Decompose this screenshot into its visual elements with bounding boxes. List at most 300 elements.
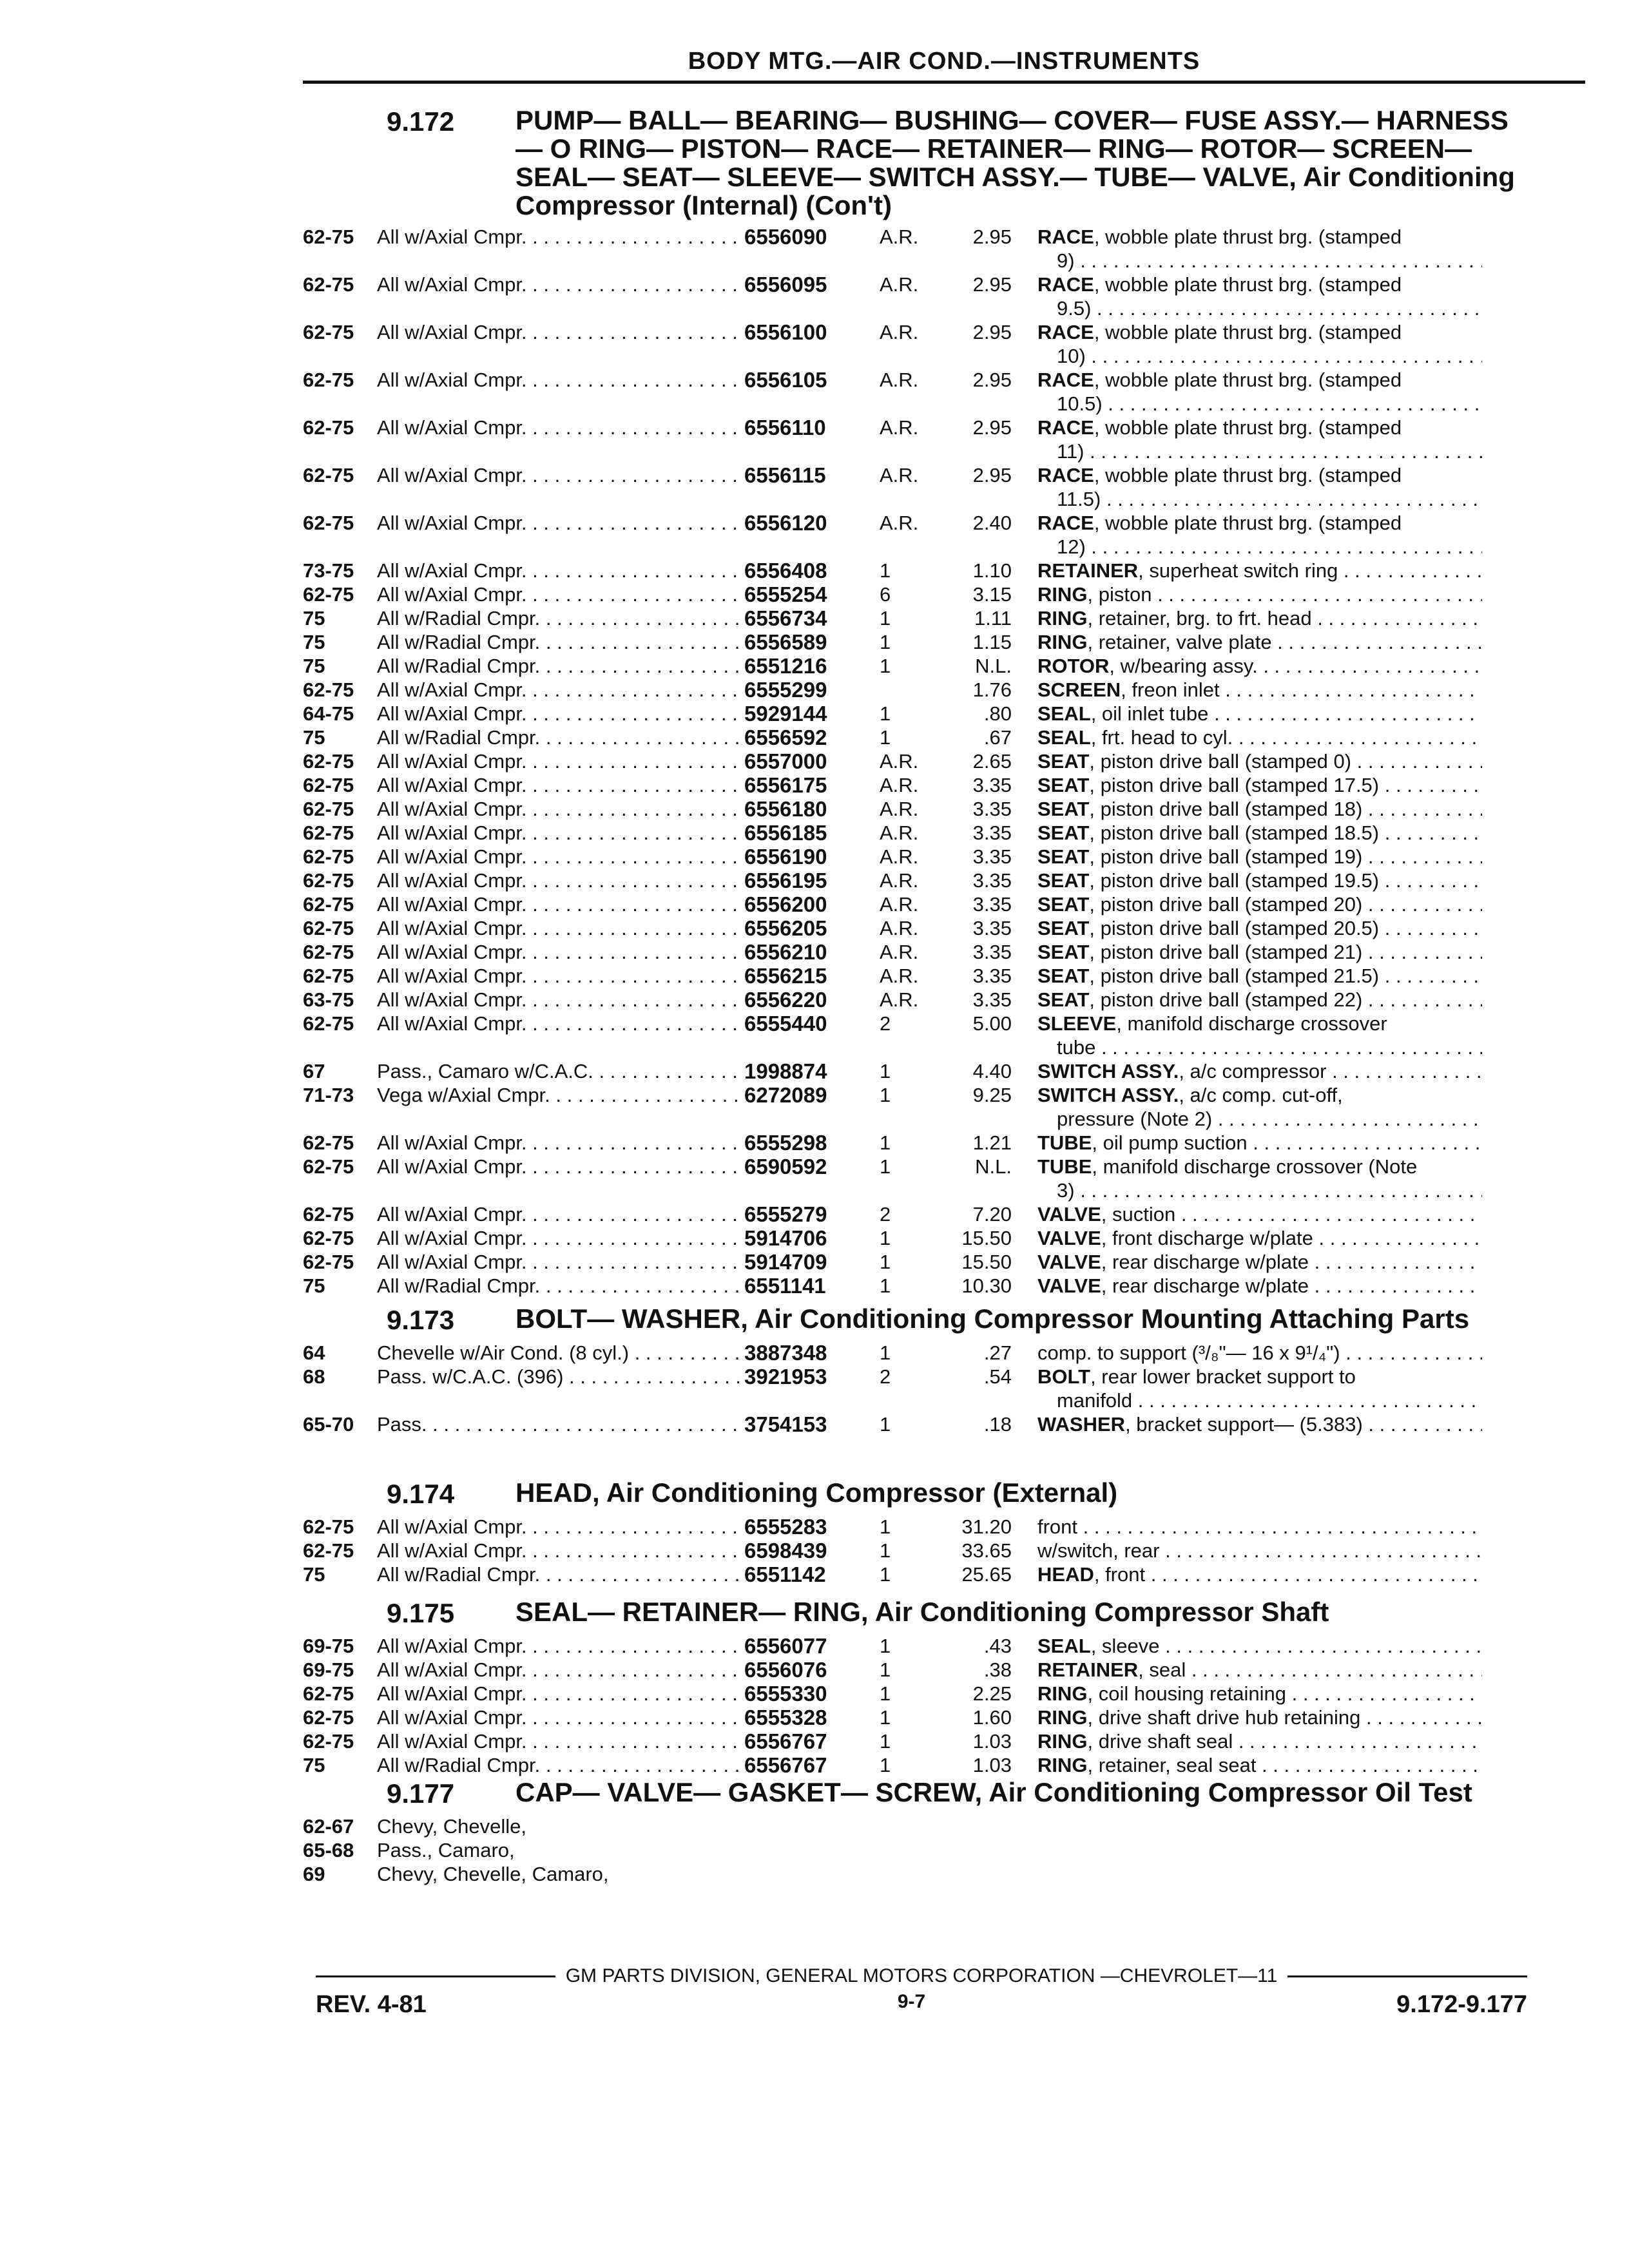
price [931,1862,1037,1886]
part-number: 6556592 [744,726,827,749]
model-years: 62-75 [303,583,354,606]
description-continuation: pressure (Note 2) . . . [1037,1107,1482,1131]
section-number: 9.174 [387,1479,455,1509]
model-application: All w/Radial Cmpr. . . . [377,1562,744,1586]
part-description [1037,273,1482,320]
description-continuation: 10.5) . . . [1037,392,1482,416]
model-years: 62-75 [303,750,354,773]
part-name: VALVE [1037,1274,1101,1297]
model-years: 62-75 [303,917,354,939]
model-application: All w/Radial Cmpr. . . . [377,1753,744,1777]
description-line [1037,512,1402,534]
model-application: Pass., Camaro, [377,1839,515,1861]
part-detail: , freon inlet [1121,678,1220,701]
part-description [1037,1250,1482,1274]
description-continuation: 12) . . . [1037,535,1482,559]
model-years: 75 [303,1754,325,1776]
part-name: SEAT [1037,845,1090,868]
part-row [303,1012,1521,1059]
model-application: Pass., Camaro w/C.A.C. . . . [377,1059,744,1083]
description-line [1037,1084,1343,1106]
part-description [1037,869,1482,892]
model-application: All w/Axial Cmpr. . . . [377,702,744,726]
part-number: 6557000 [744,749,827,773]
part-number: 5914709 [744,1250,827,1274]
part-name: BOLT [1037,1365,1091,1388]
price: 3.35 [972,774,1012,796]
price: 31.20 [961,1515,1012,1538]
quantity: A.R. [880,988,919,1011]
quantity [880,1814,931,1838]
price: .18 [983,1413,1012,1436]
part-number: 6555299 [744,678,827,702]
part-name: SLEEVE [1037,1012,1117,1035]
part-description [1037,702,1482,726]
model-application: All w/Axial Cmpr. . . . [377,797,744,821]
part-row [303,1226,1521,1250]
model-application: All w/Axial Cmpr. . . . [377,1131,744,1155]
parts-list [303,1634,1521,1777]
part-detail: , wobble plate thrust brg. (stamped [1094,226,1402,248]
part-number: 6556205 [744,916,827,940]
description-line [1037,1341,1482,1364]
description-line [1037,822,1482,844]
description-line [1037,1539,1482,1562]
part-description [1037,368,1482,416]
description-line [1037,965,1482,987]
part-number: 6598439 [744,1539,827,1562]
part-number: 6556734 [744,606,827,630]
part-detail: , wobble plate thrust brg. (stamped [1094,416,1402,439]
model-years: 62-75 [303,369,354,391]
part-number: 6556185 [744,821,827,845]
model-years: 62-75 [303,1012,354,1035]
model-application: All w/Axial Cmpr. . . . [377,225,744,273]
model-years: 68 [303,1365,325,1388]
part-name: VALVE [1037,1227,1101,1249]
parts-list [303,1515,1521,1586]
quantity: 1 [880,726,891,749]
model-years: 75 [303,655,325,677]
part-row [303,988,1521,1012]
part-description [1037,1658,1482,1682]
price: 3.35 [972,869,1012,892]
part-row [303,892,1521,916]
model-application: All w/Axial Cmpr. . . . [377,892,744,916]
part-name: RACE [1037,226,1094,248]
part-description [1037,1814,1482,1838]
description-line [1037,1658,1482,1681]
part-row [303,964,1521,988]
quantity: A.R. [880,416,919,439]
part-row [303,1862,1521,1886]
price: 33.65 [961,1539,1012,1562]
catalog-section [303,1479,1521,1586]
part-row [303,1634,1521,1658]
part-name: ROTOR [1037,655,1110,677]
part-row [303,940,1521,964]
quantity: 1 [880,1060,891,1082]
part-detail: , piston drive ball (stamped 18.5) [1089,822,1380,844]
model-application: All w/Axial Cmpr. . . . [377,273,744,320]
price: N.L. [975,1155,1012,1178]
description-line [1037,1131,1482,1154]
price: 15.50 [961,1227,1012,1249]
quantity: A.R. [880,321,919,343]
section-title: SEAL— RETAINER— RING, Air Conditioning Compressor Shaft [516,1597,1329,1627]
part-name: RACE [1037,464,1094,486]
part-description [1037,1862,1482,1886]
part-row [303,1753,1521,1777]
part-detail: , piston drive ball (stamped 18) [1089,798,1363,820]
part-name: SEAT [1037,774,1090,796]
quantity: 1 [880,1413,891,1436]
model-application: All w/Axial Cmpr. . . . [377,749,744,773]
price: 2.95 [972,369,1012,391]
model-years: 62-75 [303,1227,354,1249]
part-detail: , seal [1138,1658,1186,1681]
model-application: All w/Axial Cmpr. . . . [377,1634,744,1658]
quantity: 2 [880,1365,891,1388]
model-years: 62-75 [303,678,354,701]
model-application: Pass. w/C.A.C. (396) . . . [377,1365,744,1412]
price: 2.40 [972,512,1012,534]
section-number: 9.177 [387,1778,455,1809]
part-row [303,821,1521,845]
part-name: RACE [1037,369,1094,391]
part-detail: , retainer, seal seat [1087,1754,1257,1776]
quantity: A.R. [880,774,919,796]
description-continuation: 11.5) . . . [1037,487,1482,511]
quantity: A.R. [880,845,919,868]
model-application: All w/Radial Cmpr. . . . [377,1274,744,1298]
part-detail: , piston [1087,583,1152,606]
footer-rule-left [316,1975,555,1977]
description-line [1037,750,1482,773]
part-row [303,320,1521,368]
model-application: All w/Radial Cmpr. . . . [377,630,744,654]
description-line [1037,1251,1482,1273]
part-detail: , front [1094,1563,1146,1586]
description-line [1037,798,1482,820]
quantity: A.R. [880,512,919,534]
part-description [1037,892,1482,916]
quantity: 1 [880,1341,891,1364]
part-number: 6555254 [744,582,827,606]
description-line [1037,416,1402,439]
part-detail: , piston drive ball (stamped 21) [1089,941,1363,963]
part-number: 3754153 [744,1412,827,1436]
part-row [303,606,1521,630]
part-name: VALVE [1037,1203,1101,1225]
part-description [1037,1202,1482,1226]
catalog-section [303,106,1521,1298]
model-years: 62-75 [303,1706,354,1729]
part-name: HEAD [1037,1563,1094,1586]
description-line [1037,273,1402,296]
part-description [1037,559,1482,582]
part-name: RING [1037,1706,1088,1729]
model-application: All w/Axial Cmpr. . . . [377,678,744,702]
description-line [1037,1012,1387,1035]
part-description [1037,1226,1482,1250]
part-detail: , rear discharge w/plate [1101,1274,1309,1297]
model-years: 62-75 [303,1730,354,1753]
model-application: All w/Axial Cmpr. . . . [377,916,744,940]
part-name: SWITCH ASSY. [1037,1060,1179,1082]
model-application: All w/Axial Cmpr. . . . [377,1012,744,1059]
part-number: 5914706 [744,1226,827,1250]
model-application: All w/Axial Cmpr. . . . [377,1226,744,1250]
description-line [1037,988,1482,1011]
description-continuation: 9.5) . . . [1037,296,1482,320]
quantity: 1 [880,1658,891,1681]
section-title: BOLT— WASHER, Air Conditioning Compressor Mounting Attaching Parts [516,1303,1470,1334]
part-name: SEAT [1037,941,1090,963]
price: 25.65 [961,1563,1012,1586]
part-row [303,559,1521,582]
part-row [303,845,1521,869]
part-number: 6556195 [744,869,827,892]
part-row [303,1155,1521,1202]
part-description [1037,726,1482,749]
price: .27 [983,1341,1012,1364]
part-number: 6556090 [744,225,827,249]
part-number: 3887348 [744,1341,827,1365]
price: 2.25 [972,1682,1012,1705]
part-number: 6556190 [744,845,827,869]
model-application: All w/Axial Cmpr. . . . [377,1202,744,1226]
section-heading [303,106,1521,220]
quantity: 1 [880,1682,891,1705]
section-heading [303,1598,1521,1629]
part-description [1037,654,1482,678]
description-line [1037,1730,1482,1753]
part-row [303,1562,1521,1586]
quantity: 1 [880,1515,891,1538]
part-description [1037,749,1482,773]
part-row [303,726,1521,749]
part-detail: , sleeve [1090,1635,1160,1657]
model-application: All w/Axial Cmpr. . . . [377,463,744,511]
model-years: 62-75 [303,512,354,534]
description-continuation: manifold . . . [1037,1389,1482,1412]
footer-text: GM PARTS DIVISION, GENERAL MOTORS CORPORATION —CHEVROLET—11 [565,1965,1278,1986]
part-number: 6556408 [744,559,827,582]
page-header [303,48,1585,84]
part-detail: , oil pump suction [1092,1131,1248,1154]
part-number: 6555298 [744,1131,827,1155]
section-title: CAP— VALVE— GASKET— SCREW, Air Conditioning Compressor Oil Test [516,1777,1472,1807]
part-detail: , piston drive ball (stamped 21.5) [1089,965,1380,987]
part-row [303,273,1521,320]
part-description [1037,1515,1482,1539]
model-years: 75 [303,1274,325,1297]
part-description [1037,1274,1482,1298]
part-number: 6555330 [744,1682,827,1706]
part-name: SEAL [1037,726,1091,749]
part-description [1037,630,1482,654]
part-detail: , wobble plate thrust brg. (stamped [1094,512,1402,534]
model-application: All w/Axial Cmpr. . . . [377,773,744,797]
part-description [1037,511,1482,559]
quantity: 6 [880,583,891,606]
section-title: HEAD, Air Conditioning Compressor (External) [516,1477,1118,1508]
part-detail: w/switch, rear [1037,1539,1160,1562]
description-line [1037,678,1482,701]
quantity: A.R. [880,369,919,391]
footer-rule-right [1287,1975,1527,1977]
model-years: 75 [303,631,325,653]
catalog-section [303,1778,1521,1886]
part-description [1037,821,1482,845]
price: .67 [983,726,1012,749]
quantity: A.R. [880,226,919,248]
quantity: 1 [880,1563,891,1586]
model-years: 64 [303,1341,325,1364]
part-detail: , suction [1101,1203,1176,1225]
part-name: RING [1037,1730,1088,1753]
part-number: 6556076 [744,1658,827,1682]
description-line [1037,369,1402,391]
description-continuation: 9) . . . [1037,249,1482,273]
part-number: 6551141 [744,1274,826,1298]
price: 1.15 [972,631,1012,653]
part-name: RING [1037,1682,1088,1705]
part-number: 6556220 [744,988,827,1012]
quantity: 1 [880,1155,891,1178]
part-row [303,1658,1521,1682]
price: 3.35 [972,917,1012,939]
part-number: 6556589 [744,630,827,654]
model-application: All w/Axial Cmpr. . . . [377,416,744,463]
part-detail: , w/bearing assy. [1109,655,1258,677]
model-application: All w/Axial Cmpr. . . . [377,368,744,416]
model-years: 62-75 [303,798,354,820]
quantity: 1 [880,1754,891,1776]
part-detail: , piston drive ball (stamped 22) [1089,988,1363,1011]
part-description [1037,1634,1482,1658]
section-range: 9.172-9.177 [1396,1991,1527,2018]
model-years: 62-67 [303,1815,354,1838]
catalog-section [303,1305,1521,1436]
part-name: SEAT [1037,750,1090,773]
part-detail: , wobble plate thrust brg. (stamped [1094,464,1402,486]
part-row [303,916,1521,940]
model-application: Chevelle w/Air Cond. (8 cyl.) . . . [377,1341,744,1365]
model-application: All w/Axial Cmpr. . . . [377,821,744,845]
model-years: 62-75 [303,893,354,916]
part-name: RING [1037,1754,1088,1776]
catalog-section [303,1598,1521,1777]
part-row [303,1202,1521,1226]
model-years: 69 [303,1863,325,1885]
part-detail: , manifold discharge crossover [1116,1012,1387,1035]
part-number: 3921953 [744,1365,827,1389]
part-row [303,1706,1521,1729]
model-years: 62-75 [303,416,354,439]
description-line [1037,226,1402,248]
part-number: 6556175 [744,773,827,797]
part-row [303,1412,1521,1436]
part-detail: , bracket support— (5.383) [1125,1413,1363,1436]
model-application: All w/Axial Cmpr. . . . [377,1682,744,1706]
model-years: 62-75 [303,869,354,892]
description-continuation: tube . . . [1037,1035,1482,1059]
section-heading [303,1305,1521,1336]
part-number: 6556215 [744,964,827,988]
quantity: 1 [880,1706,891,1729]
part-row [303,1083,1521,1131]
part-description [1037,940,1482,964]
part-row [303,869,1521,892]
part-row [303,1274,1521,1298]
price: .43 [983,1635,1012,1657]
part-row [303,1539,1521,1562]
description-line [1037,1155,1417,1178]
part-number: 6556180 [744,797,827,821]
part-detail: , a/c comp. cut-off, [1179,1084,1343,1106]
quantity: 2 [880,1012,891,1035]
part-name: SEAT [1037,965,1090,987]
model-years: 73-75 [303,559,354,582]
part-row [303,1365,1521,1412]
model-application: All w/Axial Cmpr. . . . [377,511,744,559]
part-detail: , drive shaft drive hub retaining [1087,1706,1361,1729]
model-years: 65-70 [303,1413,354,1436]
part-row [303,702,1521,726]
price: .80 [983,702,1012,725]
model-years: 63-75 [303,988,354,1011]
part-detail: , piston drive ball (stamped 17.5) [1089,774,1380,796]
part-description [1037,1412,1482,1436]
model-years: 64-75 [303,702,354,725]
model-years: 62-75 [303,321,354,343]
model-application: All w/Radial Cmpr. . . . [377,726,744,749]
price: 2.95 [972,464,1012,486]
part-detail: , wobble plate thrust brg. (stamped [1094,273,1402,296]
price: 1.03 [972,1754,1012,1776]
part-description [1037,1341,1482,1365]
section-number: 9.175 [387,1598,455,1628]
quantity: A.R. [880,822,919,844]
part-detail: , superheat switch ring [1138,559,1338,582]
page-number: 9-7 [897,1991,926,2012]
part-name: SEAL [1037,1635,1091,1657]
description-line [1037,1227,1482,1249]
part-number: 6556200 [744,892,827,916]
part-number [744,1838,880,1862]
part-number: 6556100 [744,320,827,344]
price: 4.40 [972,1060,1012,1082]
price [931,1838,1037,1862]
quantity: A.R. [880,798,919,820]
part-row [303,225,1521,273]
part-number: 6555328 [744,1706,827,1729]
quantity: A.R. [880,893,919,916]
part-detail: , frt. head to cyl. [1090,726,1233,749]
part-description [1037,1155,1482,1202]
model-application: All w/Axial Cmpr. . . . [377,1658,744,1682]
description-line [1037,464,1402,486]
part-name: SCREEN [1037,678,1121,701]
page-title: BODY MTG.—AIR COND.—INSTRUMENTS [688,48,1200,75]
quantity: 1 [880,1539,891,1562]
part-description [1037,1131,1482,1155]
part-number: 6556210 [744,940,827,964]
part-description [1037,988,1482,1012]
quantity: 1 [880,1251,891,1273]
